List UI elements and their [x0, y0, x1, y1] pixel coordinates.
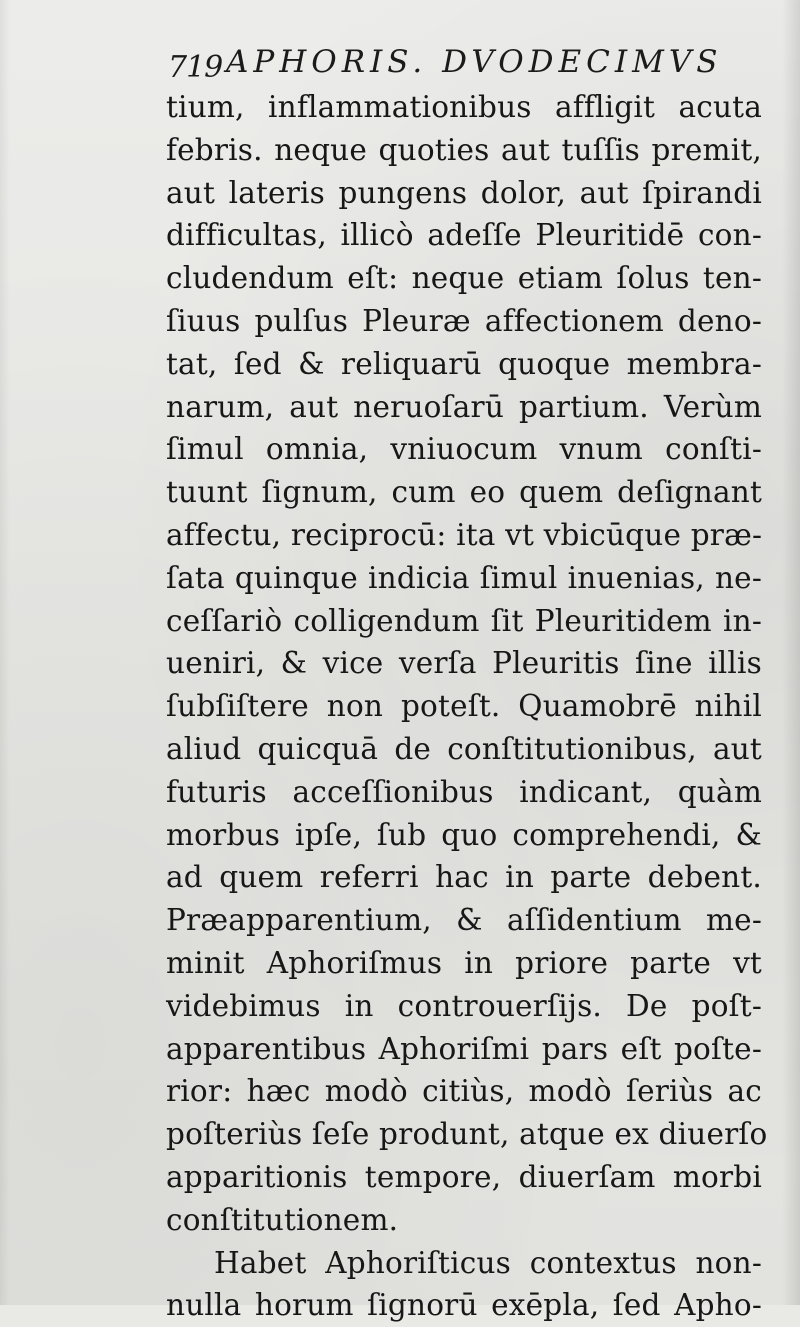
text-line: aut lateris pungens dolor, aut ſpirandi [166, 175, 762, 210]
body-text [166, 86, 768, 1327]
text-line: rior: hæc modò citiùs, modò ſeriùs ac [166, 1074, 762, 1109]
text-line: ceſſariò colligendum ſit Pleuritidem in- [166, 603, 762, 638]
text-line: minit Aphoriſmus in priore parte vt [166, 945, 762, 980]
text-line: ſata quinque indicia ſimul inuenias, ne- [166, 560, 762, 595]
text-line: videbimus in controuerſijs. De poſt- [166, 988, 762, 1023]
running-title: APHORIS. DVODECIMVS [226, 44, 723, 80]
page-shadow-left [0, 0, 10, 1305]
text-line: Præapparentium, & aſſidentium me- [166, 903, 762, 938]
text-line: apparentibus Aphoriſmi pars eſt poſte- [166, 1031, 762, 1066]
text-line: ſubſiſtere non poteſt. Quamobrē nihil [166, 689, 762, 724]
text-line: febris. neque quoties aut tuſſis premit, [166, 132, 762, 167]
text-line: ueniri, & vice verſa Pleuritis ſine illis [166, 646, 762, 681]
text-line: ſiuus pulſus Pleuræ affectionem deno- [166, 303, 762, 338]
text-line: ad quem referri hac in parte debent. [166, 860, 762, 895]
text-line: tuunt ſignum, cum eo quem deſignant [166, 475, 762, 510]
text-line: narum, aut neruoſarū partium. Verùm [166, 389, 762, 424]
text-line: tat, ſed & reliquarū quoque membra- [166, 346, 762, 381]
text-line: ſimul omnia, vniuocum vnum conſti- [166, 432, 762, 467]
text-line: morbus ipſe, ſub quo comprehendi, & [166, 817, 762, 852]
page-shadow-right [782, 0, 800, 1305]
page-number: 719 [168, 50, 223, 85]
text-line: futuris acceſſionibus indicant, quàm [166, 774, 762, 809]
paragraph-end-line: conſtitutionem. [166, 1202, 399, 1237]
paragraph-start-line: Habet Aphoriſticus contextus non- [214, 1245, 762, 1280]
text-line: apparitionis tempore, diuerſam morbi [166, 1159, 762, 1194]
running-header [168, 38, 748, 86]
text-line: cludendum eſt: neque etiam ſolus ten- [166, 261, 762, 296]
text-line: affectu, reciprocū: ita vt vbicūque præ- [166, 517, 763, 552]
text-line: poſteriùs ſeſe produnt, atque ex diuerſo [166, 1117, 768, 1152]
text-line: difficultas, illicò adeſſe Pleuritidē con- [166, 218, 762, 253]
text-line: aliud quicquā de conſtitutionibus, aut [166, 731, 762, 766]
text-line: tium, inflammationibus affligit acuta [166, 90, 762, 124]
text-line: nulla horum ſignorū exēpla, ſed Apho- [166, 1288, 762, 1323]
